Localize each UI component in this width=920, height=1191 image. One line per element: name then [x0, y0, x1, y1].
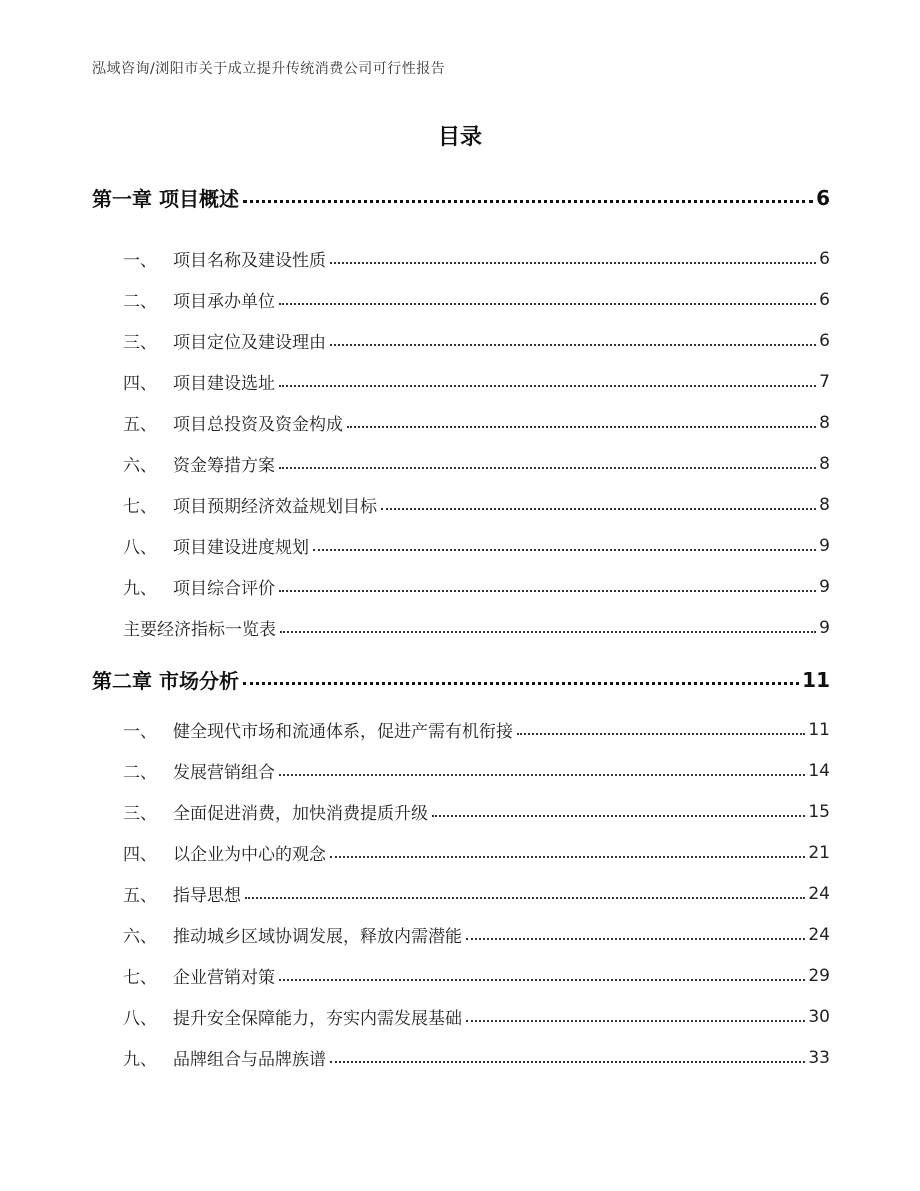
section-number: 二、	[123, 292, 157, 312]
section-title	[123, 963, 275, 988]
dot-leader	[279, 979, 805, 981]
section-title	[123, 410, 343, 435]
toc-section-entry[interactable]	[92, 443, 830, 484]
section-title	[123, 492, 377, 517]
section-text: 项目预期经济效益规划目标	[173, 497, 377, 517]
page-number: 8	[819, 494, 830, 515]
toc-section-entry[interactable]	[92, 238, 830, 279]
page-number: 24	[808, 924, 830, 945]
section-text: 推动城乡区域协调发展，释放内需潜能	[173, 927, 462, 947]
dot-leader	[330, 1061, 805, 1063]
section-number: 八、	[123, 1009, 157, 1029]
section-number: 六、	[123, 927, 157, 947]
section-text: 项目建设进度规划	[173, 538, 309, 558]
section-number: 七、	[123, 968, 157, 988]
section-number: 八、	[123, 538, 157, 558]
dot-leader	[347, 426, 816, 428]
section-number: 七、	[123, 497, 157, 517]
toc-section-entry[interactable]	[92, 566, 830, 607]
toc-section-entry[interactable]	[92, 484, 830, 525]
section-title	[123, 246, 326, 271]
toc-chapter-entry[interactable]	[92, 659, 830, 700]
section-title	[123, 922, 462, 947]
section-number: 三、	[123, 333, 157, 353]
dot-leader	[466, 1020, 805, 1022]
section-text: 健全现代市场和流通体系，促进产需有机衔接	[173, 722, 513, 742]
dot-leader	[466, 938, 805, 940]
dot-leader	[313, 549, 816, 551]
toc-section-entry[interactable]	[92, 914, 830, 955]
section-title	[123, 533, 309, 558]
dot-leader	[279, 467, 816, 469]
toc-section-entry[interactable]	[92, 791, 830, 832]
section-title	[123, 1045, 326, 1070]
page-number: 11	[802, 667, 830, 692]
dot-leader	[243, 682, 799, 685]
dot-leader	[279, 774, 805, 776]
dot-leader	[330, 856, 805, 858]
section-title	[123, 328, 326, 353]
section-text: 资金筹措方案	[173, 456, 275, 476]
toc-section-entry[interactable]	[92, 996, 830, 1037]
toc-section-entry[interactable]	[92, 709, 830, 750]
page-number: 9	[819, 576, 830, 597]
section-text: 企业营销对策	[173, 968, 275, 988]
page-number: 14	[808, 760, 830, 781]
section-text: 以企业为中心的观念	[173, 845, 326, 865]
toc-chapter-entry[interactable]	[92, 177, 830, 218]
toc-section-entry[interactable]	[92, 361, 830, 402]
section-text: 项目总投资及资金构成	[173, 415, 343, 435]
section-number: 五、	[123, 886, 157, 906]
section-text: 项目定位及建设理由	[173, 333, 326, 353]
dot-leader	[279, 385, 816, 387]
section-number: 二、	[123, 763, 157, 783]
page-number: 24	[808, 883, 830, 904]
section-text: 品牌组合与品牌族谱	[173, 1050, 326, 1070]
toc-section-entry[interactable]	[92, 832, 830, 873]
page-number: 30	[808, 1006, 830, 1027]
dot-leader	[243, 200, 813, 203]
section-text: 项目名称及建设性质	[173, 251, 326, 271]
dot-leader	[381, 508, 816, 510]
section-title	[123, 758, 275, 783]
section-text: 发展营销组合	[173, 763, 275, 783]
section-title	[123, 615, 276, 640]
toc-section-entry[interactable]	[92, 279, 830, 320]
document-header: 泓域咨询/浏阳市关于成立提升传统消费公司可行性报告	[92, 61, 446, 77]
section-number: 九、	[123, 1050, 157, 1070]
page-number: 6	[819, 289, 830, 310]
chapter-title: 第二章 市场分析	[92, 669, 239, 693]
page-number: 6	[816, 185, 830, 210]
toc-section-entry[interactable]	[92, 1037, 830, 1078]
section-title	[123, 799, 428, 824]
page-number: 8	[819, 453, 830, 474]
section-number: 九、	[123, 579, 157, 599]
page-number: 6	[819, 330, 830, 351]
page-number: 6	[819, 248, 830, 269]
section-text: 提升安全保障能力，夯实内需发展基础	[173, 1009, 462, 1029]
section-number: 六、	[123, 456, 157, 476]
section-title	[123, 881, 241, 906]
page-number: 9	[819, 617, 830, 638]
section-title	[123, 451, 275, 476]
page-number: 11	[808, 719, 830, 740]
section-text: 项目承办单位	[173, 292, 275, 312]
page-number: 9	[819, 535, 830, 556]
dot-leader	[280, 631, 816, 633]
dot-leader	[245, 897, 805, 899]
section-number: 五、	[123, 415, 157, 435]
dot-leader	[517, 733, 805, 735]
dot-leader	[279, 303, 816, 305]
page-number: 33	[808, 1047, 830, 1068]
section-text: 项目建设选址	[173, 374, 275, 394]
toc-section-entry[interactable]	[92, 525, 830, 566]
section-title	[123, 840, 326, 865]
toc-section-entry[interactable]	[92, 955, 830, 996]
section-text: 主要经济指标一览表	[123, 620, 276, 640]
toc-section-entry[interactable]	[92, 402, 830, 443]
dot-leader	[279, 590, 816, 592]
section-title	[123, 1004, 462, 1029]
dot-leader	[330, 262, 816, 264]
toc-title: 目录	[437, 125, 482, 150]
toc-section-entry[interactable]	[92, 320, 830, 361]
section-title	[123, 287, 275, 312]
section-number: 四、	[123, 845, 157, 865]
section-number: 三、	[123, 804, 157, 824]
toc-section-entry[interactable]	[92, 750, 830, 791]
section-title	[123, 717, 513, 742]
section-text: 全面促进消费，加快消费提质升级	[173, 804, 428, 824]
section-text: 项目综合评价	[173, 579, 275, 599]
page-number: 15	[808, 801, 830, 822]
section-number: 四、	[123, 374, 157, 394]
section-title	[123, 574, 275, 599]
section-number: 一、	[123, 251, 157, 271]
section-number: 一、	[123, 722, 157, 742]
dot-leader	[330, 344, 816, 346]
section-title	[123, 369, 275, 394]
page-number: 8	[819, 412, 830, 433]
page-number: 29	[808, 965, 830, 986]
page-number: 7	[819, 371, 830, 392]
toc-section-entry[interactable]	[92, 873, 830, 914]
page-number: 21	[808, 842, 830, 863]
table-of-contents	[92, 177, 830, 1078]
chapter-title: 第一章 项目概述	[92, 187, 239, 211]
section-text: 指导思想	[173, 886, 241, 906]
dot-leader	[432, 815, 805, 817]
toc-section-entry[interactable]	[92, 607, 830, 648]
